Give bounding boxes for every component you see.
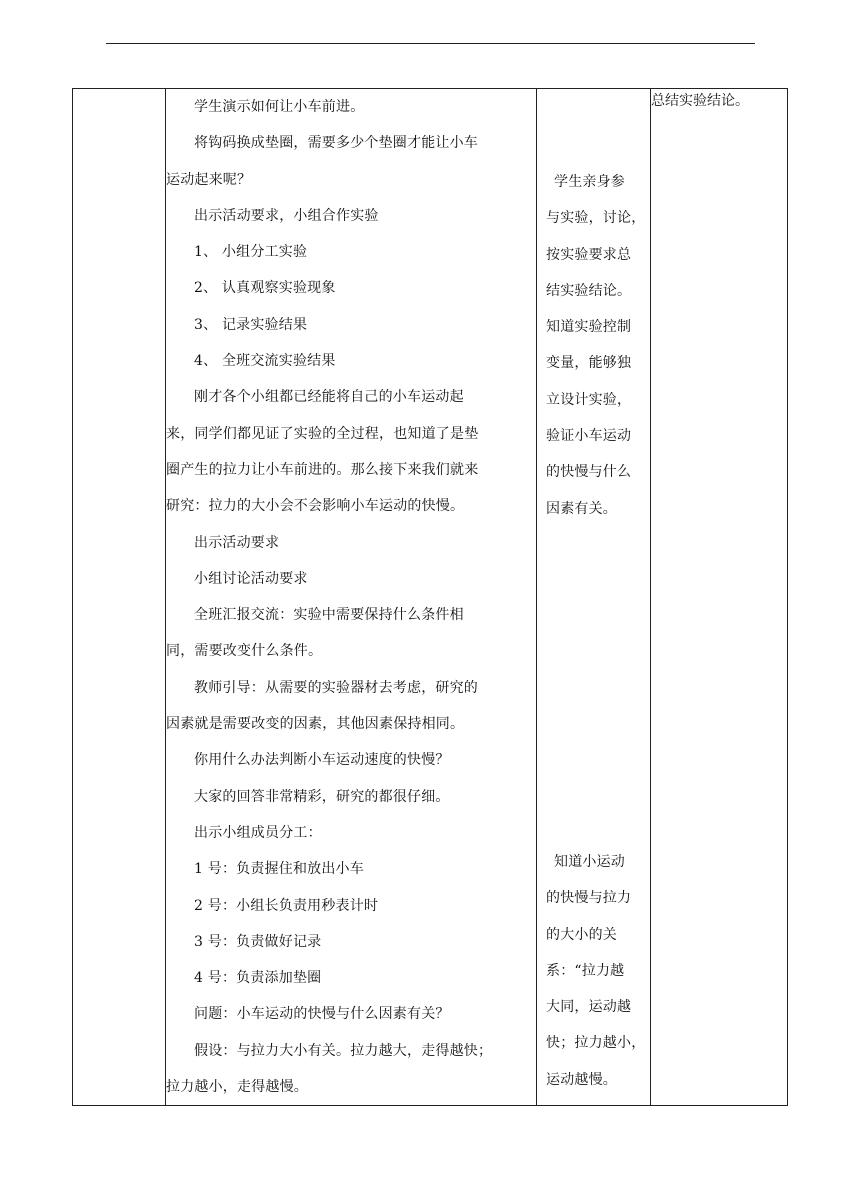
activity-line: 的快慢与什么: [546, 464, 632, 481]
activity-line: 知道实验控制: [546, 319, 632, 336]
student-activity-block-2: [546, 844, 646, 1098]
process-line: 出示活动要求，小组合作实验: [194, 207, 379, 224]
process-line: 将钩码换成垫圈，需要多少个垫圈才能让小车: [194, 135, 478, 152]
process-line: 出示小组成员分工：: [194, 824, 322, 841]
activity-line: 结实验结论。: [546, 282, 632, 299]
process-line: 1 号：负责握住和放出小车: [194, 861, 364, 878]
process-line: 全班汇报交流：实验中需要保持什么条件相: [194, 607, 464, 624]
column-1-cell: [73, 89, 166, 1106]
teaching-process-cell: [166, 89, 537, 1106]
lesson-plan-table: [72, 88, 788, 1106]
process-line: 来，同学们都见证了实验的全过程，也知道了是垫: [166, 425, 479, 442]
activity-line: 因素有关。: [546, 500, 617, 517]
student-activity-cell: [537, 89, 651, 1106]
process-line: 同，需要改变什么条件。: [166, 643, 323, 660]
process-line: 2 号：小组长负责用秒表计时: [194, 897, 379, 914]
process-line: 3 号：负责做好记录: [194, 933, 322, 950]
process-line: 1、 小组分工实验: [194, 244, 308, 261]
process-line: 教师引导：从需要的实验器材去考虑，研究的: [194, 679, 478, 696]
process-line: 假设：与拉力大小有关。拉力越大，走得越快；: [194, 1042, 493, 1059]
activity-line: 运动越慢。: [546, 1071, 617, 1088]
activity-line: 知道小运动: [554, 854, 625, 870]
process-line: 圈产生的拉力让小车前进的。那么接下来我们就来: [166, 461, 479, 478]
activity-line: 的大小的关: [546, 926, 617, 943]
process-line: 因素就是需要改变的因素，其他因素保持相同。: [166, 716, 465, 733]
objective-cell: [651, 89, 788, 1106]
activity-line: 快；拉力越小，: [546, 1035, 646, 1052]
process-line: 4、 全班交流实验结果: [194, 353, 336, 370]
activity-line: 大同，运动越: [546, 999, 632, 1016]
table-row: [73, 89, 788, 1106]
activity-line: 的快慢与拉力: [546, 890, 632, 907]
process-line: 拉力越小，走得越慢。: [166, 1079, 308, 1096]
process-line: 你用什么办法判断小车运动速度的快慢？: [194, 752, 450, 769]
activity-line: 变量，能够独: [546, 355, 632, 372]
activity-line: 与实验，讨论，: [546, 210, 646, 227]
activity-line: 立设计实验，: [546, 391, 632, 408]
process-line: 大家的回答非常精彩，研究的都很仔细。: [194, 788, 450, 805]
activity-line: 按实验要求总: [546, 246, 632, 263]
process-line: 刚才各个小组都已经能将自己的小车运动起: [194, 389, 464, 406]
process-line: 出示活动要求: [194, 534, 280, 551]
activity-line: 系：“拉力越: [546, 962, 625, 979]
process-line: 小组讨论活动要求: [194, 570, 308, 587]
process-line: 研究：拉力的大小会不会影响小车运动的快慢。: [166, 498, 465, 515]
process-line: 3、 记录实验结果: [194, 316, 308, 333]
process-line: 4 号：负责添加垫圈: [194, 970, 322, 987]
process-line: 运动起来呢？: [166, 171, 252, 188]
process-line: 问题：小车运动的快慢与什么因素有关？: [194, 1006, 450, 1023]
student-activity-block-1: [546, 164, 646, 527]
activity-line: 验证小车运动: [546, 428, 632, 445]
process-line: 2、 认真观察实验现象: [194, 280, 336, 297]
process-line: 学生演示如何让小车前进。: [194, 99, 365, 115]
header-rule: [106, 43, 755, 44]
objective-text: 总结实验结论。: [651, 93, 749, 109]
activity-line: 学生亲身参: [554, 174, 625, 190]
